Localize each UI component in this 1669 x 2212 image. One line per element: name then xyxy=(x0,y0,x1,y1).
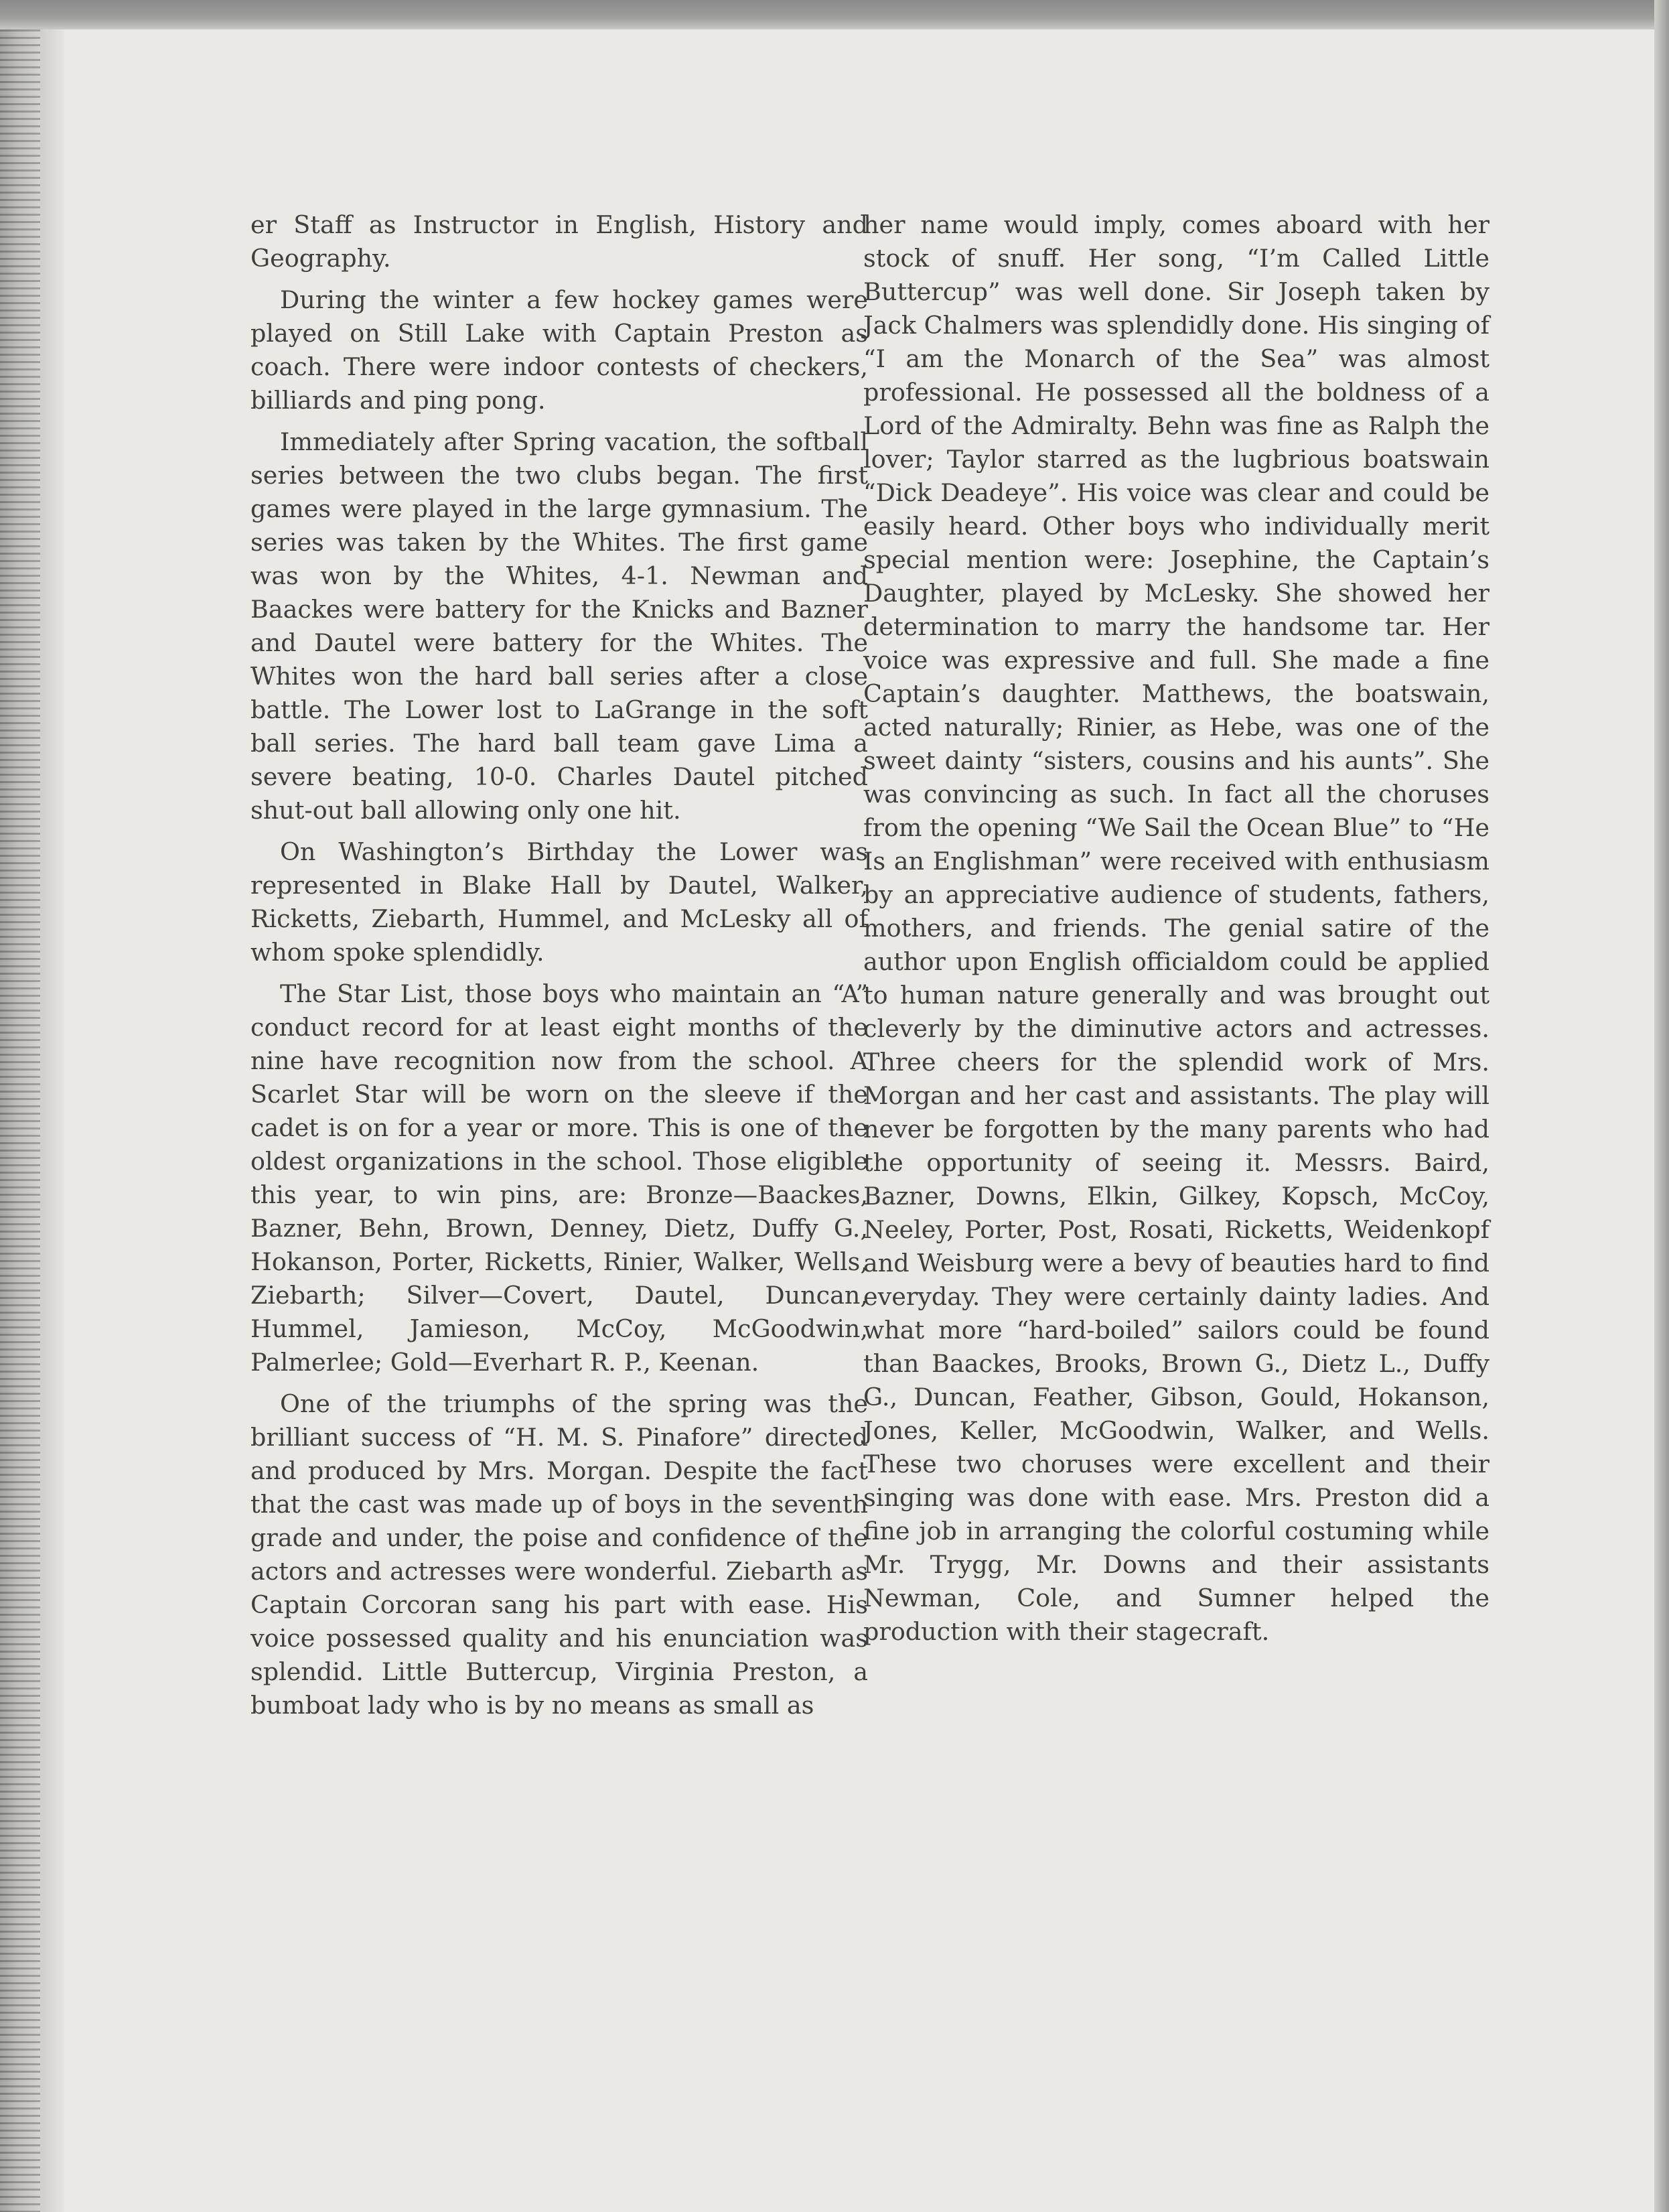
paragraph: Immediately after Spring vacation, the softball series between the two clubs began. The first games were played in the large gymnasium. The series was taken by the Whites. The first game was won by the Whites, 4-1. Newman and Baackes were battery for the Knicks and Bazner and Dautel were battery for the Whites. The Whites won the hard ball series after a close battle. The Lower lost to LaGrange in the soft ball series. The hard ball team gave Lima a severe beating, 10-0. Charles Dautel pitched shut-out ball allowing only one hit. xyxy=(250,427,868,825)
left-column xyxy=(250,208,868,1730)
book-binding xyxy=(0,29,40,2212)
paragraph: er Staff as Instructor in English, History and Geography. xyxy=(250,210,868,273)
scan-right-edge xyxy=(1654,0,1669,2212)
paragraph: One of the triumphs of the spring was the brilliant success of “H. M. S. Pinafore” directed and produced by Mrs. Morgan. Despite the fact that the cast was made up of boys in the seventh grade and under, the poise and confidence of the actors and actresses were wonderful. Ziebarth as Captain Corcoran sang his part with ease. His voice possessed quality and his enunciation was splendid. Little Buttercup, Virginia Preston, a bumboat lady who is by no means as small as xyxy=(250,1389,868,1720)
paragraph: her name would imply, comes aboard with her stock of snuff. Her song, “I’m Called Little Buttercup” was well done. Sir Joseph taken by Jack Chalmers was splendidly done. His singing of “I am the Monarch of the Sea” was almost professional. He possessed all the boldness of a Lord of the Admiralty. Behn was fine as Ralph the lover; Taylor starred as the lugbrious boatswain “Dick Deadeye”. His voice was clear and could be easily heard. Other boys who individually merit special mention were: Josephine, the Captain’s Daughter, played by McLesky. She showed her determination to marry the handsome tar. Her voice was expressive and full. She made a fine Captain’s daughter. Matthews, the boatswain, acted naturally; Rinier, as Hebe, was one of the sweet dainty “sisters, cousins and his aunts”. She was convincing as such. In fact all the choruses from the opening “We Sail the Ocean Blue” to “He Is an Englishman” were received with enthusiasm by an appreciative audience of students, fathers, mothers, and friends. The genial satire of the author upon English officialdom could be applied to human nature generally and was brought out cleverly by the diminutive actors and actresses. Three cheers for the splendid work of Mrs. Morgan and her cast and assistants. The play will never be forgotten by the many parents who had the opportunity of seeing it. Messrs. Baird, Bazner, Downs, Elkin, Gilkey, Kopsch, McCoy, Neeley, Porter, Post, Rosati, Ricketts, Weidenkopf and Weisburg were a bevy of beauties hard to find everyday. They were certainly dainty ladies. And what more “hard-boiled” sailors could be found than Baackes, Brooks, Brown G., Dietz L., Duffy G., Duncan, Feather, Gibson, Gould, Hokanson, Jones, Keller, McGoodwin, Walker, and Wells. These two choruses were excellent and their singing was done with ease. Mrs. Preston did a fine job in arranging the colorful costuming while Mr. Trygg, Mr. Downs and their assistants Newman, Cole, and Sumner helped the production with their stagecraft. xyxy=(863,210,1490,1646)
paragraph: The Star List, those boys who maintain an “A” conduct record for at least eight months of the nine have recognition now from the school. A Scarlet Star will be worn on the sleeve if the cadet is on for a year or more. This is one of the oldest organizations in the school. Those eligible this year, to win pins, are: Bronze—Baackes, Bazner, Behn, Brown, Denney, Dietz, Duffy G., Hokanson, Porter, Ricketts, Rinier, Walker, Wells, Ziebarth; Silver—Covert, Dautel, Duncan, Hummel, Jamieson, McCoy, McGoodwin, Palmerlee; Gold—Everhart R. P., Keenan. xyxy=(250,979,868,1377)
scan-top-edge xyxy=(0,0,1669,29)
paragraph: On Washington’s Birthday the Lower was represented in Blake Hall by Dautel, Walker, Ricketts, Ziebarth, Hummel, and McLesky all of whom spoke splendidly. xyxy=(250,837,868,967)
binding-shadow xyxy=(40,29,64,2212)
paragraph: During the winter a few hockey games were played on Still Lake with Captain Preston as coach. There were indoor contests of checkers, billiards and ping pong. xyxy=(250,285,868,415)
right-column xyxy=(863,208,1490,1657)
